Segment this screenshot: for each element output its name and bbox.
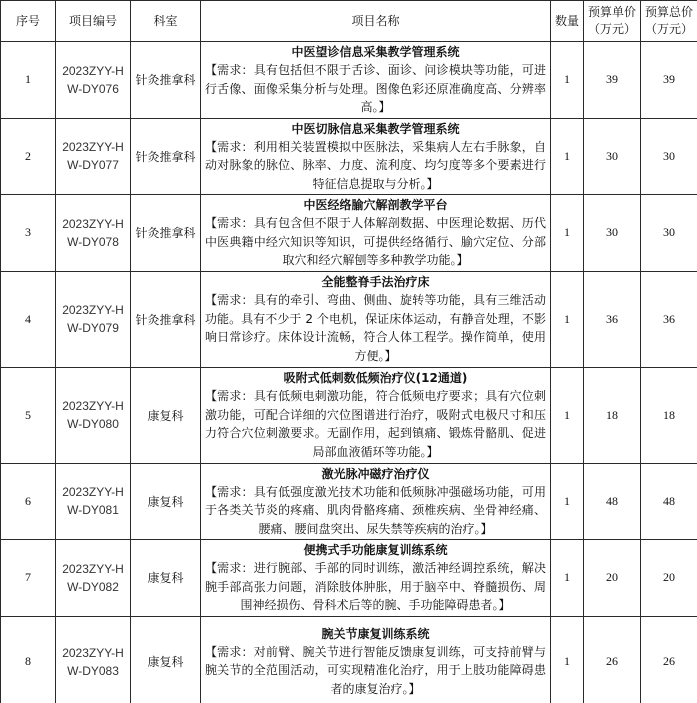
quantity: 1 bbox=[551, 463, 584, 540]
unit-price: 39 bbox=[584, 42, 641, 119]
project-title: 便携式手功能康复训练系统 bbox=[303, 543, 448, 557]
quantity: 1 bbox=[551, 42, 584, 119]
quantity: 1 bbox=[551, 271, 584, 367]
project-requirement: 【需求：对前臂、腕关节进行智能反馈康复训练，可支持前臂与腕关节的全范围活动，可实现精准化治疗，用于上肢功能障碍患者的康复治疗。】 bbox=[205, 644, 546, 696]
project-title: 中医切脉信息采集教学管理系统 bbox=[291, 121, 460, 136]
department: 针灸推拿科 bbox=[131, 118, 201, 195]
table-body bbox=[1, 42, 697, 703]
project-requirement: 【需求：具有低强度激光技术功能和低频脉冲强磁场功能，可用于各类关节炎的疼痛、肌肉骨骼疼痛、颈椎疾病、坐骨神经痛、腰痛、腰间盘突出、尿失禁等疾病的治疗。】 bbox=[205, 484, 546, 536]
quantity: 1 bbox=[551, 540, 584, 617]
header-dept: 科室 bbox=[131, 1, 201, 42]
table-row bbox=[1, 195, 697, 272]
project-name-cell bbox=[201, 118, 551, 195]
project-name-cell bbox=[201, 367, 551, 463]
header-row bbox=[1, 1, 697, 42]
unit-price: 30 bbox=[584, 195, 641, 272]
row-index: 6 bbox=[1, 463, 56, 540]
table-row bbox=[1, 367, 697, 463]
project-name-cell bbox=[201, 540, 551, 617]
project-code: 2023ZYY-HW-DY076 bbox=[56, 42, 131, 119]
department: 康复科 bbox=[131, 540, 201, 617]
project-name-cell bbox=[201, 616, 551, 703]
header-qty: 数量 bbox=[551, 1, 584, 42]
unit-price: 30 bbox=[584, 118, 641, 195]
total-price: 18 bbox=[641, 367, 697, 463]
total-price: 26 bbox=[641, 616, 697, 703]
project-requirement: 【需求：具有包含但不限于人体解剖数据、中医理论数据、历代中医典籍中经穴知识等知识，可提供经络循行、腧穴定位、分部取穴和经穴解刨等多种教学功能。】 bbox=[205, 216, 546, 267]
total-price: 20 bbox=[641, 540, 697, 617]
table-row bbox=[1, 463, 697, 540]
quantity: 1 bbox=[551, 616, 584, 703]
department: 针灸推拿科 bbox=[131, 42, 201, 119]
department: 康复科 bbox=[131, 367, 201, 463]
project-code: 2023ZYY-HW-DY077 bbox=[56, 118, 131, 195]
row-index: 3 bbox=[1, 195, 56, 272]
table-row bbox=[1, 42, 697, 119]
header-total-price: 预算总价（万元） bbox=[641, 1, 697, 42]
project-code: 2023ZYY-HW-DY083 bbox=[56, 616, 131, 703]
total-price: 39 bbox=[641, 42, 697, 119]
row-index: 7 bbox=[1, 540, 56, 617]
project-name-cell bbox=[201, 195, 551, 272]
project-requirement: 【需求：具有的牵引、弯曲、侧曲、旋转等功能，具有三维活动功能。具有不少于 2 个电机，保证床体运动，有静音处理，不影响日常诊疗。床体设计流畅，符合人体工程学。操作简单，使用方便。】 bbox=[205, 293, 546, 363]
total-price: 36 bbox=[641, 271, 697, 367]
unit-price: 48 bbox=[584, 463, 641, 540]
row-index: 5 bbox=[1, 367, 56, 463]
quantity: 1 bbox=[551, 367, 584, 463]
row-index: 4 bbox=[1, 271, 56, 367]
project-title: 中医望诊信息采集教学管理系统 bbox=[291, 45, 460, 59]
project-code: 2023ZYY-HW-DY080 bbox=[56, 367, 131, 463]
project-title: 吸附式低刺数低频治疗仪(12通道) bbox=[283, 371, 468, 385]
department: 康复科 bbox=[131, 616, 201, 703]
project-title: 中医经络腧穴解剖教学平台 bbox=[303, 198, 448, 212]
department: 针灸推拿科 bbox=[131, 195, 201, 272]
project-requirement: 【需求：具有包括但不限于舌诊、面诊、问诊模块等功能，可进行舌像、面像采集分析与处理。图像色彩还原准确度高、分辨率高。】 bbox=[205, 63, 546, 114]
project-code: 2023ZYY-HW-DY079 bbox=[56, 271, 131, 367]
project-name-cell bbox=[201, 271, 551, 367]
header-index: 序号 bbox=[1, 1, 56, 42]
table-row bbox=[1, 540, 697, 617]
department: 康复科 bbox=[131, 463, 201, 540]
quantity: 1 bbox=[551, 195, 584, 272]
unit-price: 18 bbox=[584, 367, 641, 463]
row-index: 1 bbox=[1, 42, 56, 119]
project-requirement: 【需求：具有低频电刺激功能，符合低频电疗要求；具有穴位刺激功能，可配合详细的穴位图谱进行治疗，吸附式电极尺寸和压力符合穴位刺激要求。无副作用，起到镇痛、锻炼骨骼肌、促进局部血液循环等功能。】 bbox=[205, 389, 546, 459]
project-name-cell bbox=[201, 463, 551, 540]
table-row bbox=[1, 616, 697, 703]
project-code: 2023ZYY-HW-DY082 bbox=[56, 540, 131, 617]
table-row bbox=[1, 271, 697, 367]
department: 针灸推拿科 bbox=[131, 271, 201, 367]
total-price: 30 bbox=[641, 195, 697, 272]
project-name-cell bbox=[201, 42, 551, 119]
project-title: 腕关节康复训练系统 bbox=[321, 626, 430, 641]
total-price: 30 bbox=[641, 118, 697, 195]
header-unit-price: 预算单价（万元） bbox=[584, 1, 641, 42]
row-index: 2 bbox=[1, 118, 56, 195]
project-requirement: 【需求：利用相关装置模拟中医脉法，采集病人左右手脉象，自动对脉象的脉位、脉率、力度、流利度、均匀度等多个要素进行特征信息提取与分析。】 bbox=[205, 139, 546, 191]
table-row bbox=[1, 118, 697, 195]
row-index: 8 bbox=[1, 616, 56, 703]
header-name: 项目名称 bbox=[201, 1, 551, 42]
unit-price: 20 bbox=[584, 540, 641, 617]
project-code: 2023ZYY-HW-DY081 bbox=[56, 463, 131, 540]
unit-price: 26 bbox=[584, 616, 641, 703]
project-title: 全能整脊手法治疗床 bbox=[321, 275, 430, 289]
project-code: 2023ZYY-HW-DY078 bbox=[56, 195, 131, 272]
header-code: 项目编号 bbox=[56, 1, 131, 42]
total-price: 48 bbox=[641, 463, 697, 540]
project-requirement: 【需求：进行腕部、手部的同时训练，激活神经调控系统，解决腕手部高张力问题，消除肢体肿胀，用于脑卒中、脊髓损伤、周围神经损伤、骨科术后等的腕、手功能障碍患者。】 bbox=[205, 561, 546, 612]
project-title: 激光脉冲磁疗治疗仪 bbox=[321, 466, 430, 481]
table-header bbox=[1, 1, 697, 42]
unit-price: 36 bbox=[584, 271, 641, 367]
quantity: 1 bbox=[551, 118, 584, 195]
